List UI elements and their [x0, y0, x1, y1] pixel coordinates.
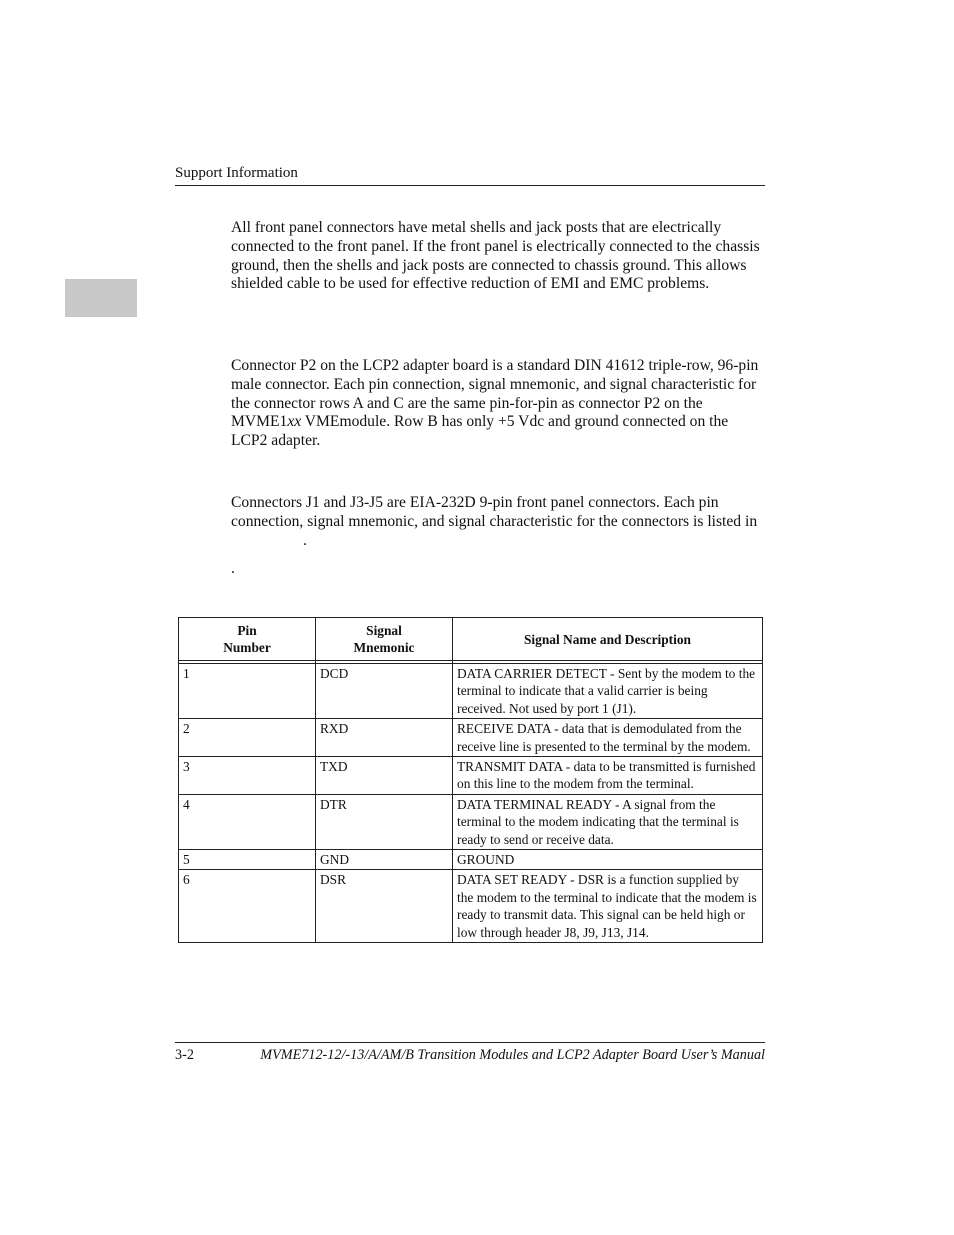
paragraph-front-panel-connectors: All front panel connectors have metal shells and jack posts that are electrically connected to the front panel. If the front panel is electrically connected to the chassis ground, then the shells and jack posts are connected to chassis ground. This allows shielded cable to be used for effective reduction of EMI and EMC problems.: [231, 219, 760, 293]
header-pin-number: [179, 618, 316, 661]
manual-title: MVME712-12/-13/A/AM/B Transition Modules and LCP2 Adapter Board User’s Manual: [260, 1047, 765, 1063]
p2-text-end: VMEmodule. Row B has only +5 Vdc and ground connected on the LCP2 adapter.: [231, 413, 729, 450]
cell-description: DATA SET READY - DSR is a function supplied by the modem to the terminal to indicate that the modem is ready to transmit data. This signal can be held high or low through header J8, J9, J13, J14.: [453, 870, 763, 943]
section-title: Support Information: [175, 165, 298, 181]
table-row: [179, 794, 763, 849]
table-row: [179, 870, 763, 943]
cell-pin: 3: [179, 757, 316, 795]
header-mnemonic-line2: Mnemonic: [353, 640, 415, 655]
page-number: 3-2: [175, 1047, 194, 1063]
cell-mnemonic: DTR: [316, 794, 453, 849]
header-pin-line2: Number: [223, 640, 271, 655]
table-row: [179, 757, 763, 795]
p3-text-end: .: [303, 531, 307, 549]
pin-assignment-table: [178, 617, 763, 943]
cell-mnemonic: TXD: [316, 757, 453, 795]
cell-pin: 4: [179, 794, 316, 849]
cell-mnemonic: RXD: [316, 719, 453, 757]
cell-pin: 6: [179, 870, 316, 943]
cell-description: GROUND: [453, 850, 763, 870]
cell-description: RECEIVE DATA - data that is demodulated from the receive line is presented to the terminal by the modem.: [453, 719, 763, 757]
table-row: [179, 664, 763, 719]
table-header-row: [179, 618, 763, 661]
header-mnemonic-line1: Signal: [366, 623, 402, 638]
cell-pin: 5: [179, 850, 316, 870]
running-header: [175, 163, 765, 186]
p3-text-start: Connectors J1 and J3-J5 are EIA-232D 9-pin front panel connectors. Each pin connection, signal mnemonic, and signal characteristic for the connectors is listed in: [231, 494, 758, 530]
table-row: [179, 719, 763, 757]
table-row: [179, 850, 763, 870]
header-signal-mnemonic: [316, 618, 453, 661]
page-footer: [175, 1042, 765, 1063]
paragraph-connector-p2: [231, 357, 765, 451]
cell-description: DATA CARRIER DETECT - Sent by the modem to the terminal to indicate that a valid carrier is being received. Not used by port 1 (J1).: [453, 664, 763, 719]
cell-description: DATA TERMINAL READY - A signal from the terminal to the modem indicating that the terminal is ready to send or receive data.: [453, 794, 763, 849]
cell-pin: 1: [179, 664, 316, 719]
cell-mnemonic: GND: [316, 850, 453, 870]
cell-pin: 2: [179, 719, 316, 757]
cell-description: TRANSMIT DATA - data to be transmitted is furnished on this line to the modem from the terminal.: [453, 757, 763, 795]
header-pin-line1: Pin: [237, 623, 257, 638]
p2-text-start: Connector P2 on the LCP2 adapter board is a standard DIN 41612 triple-row, 96-pin male connector. Each pin connection, signal mnemonic, and signal characteristic for the connector rows A and C are the same pin-for-pin as connector P2 on the MVME1: [231, 357, 759, 431]
chapter-thumb-tab: [65, 279, 137, 317]
table-caption: .: [231, 560, 235, 577]
header-signal-description: Signal Name and Description: [453, 618, 763, 661]
p2-text-italic: xx: [287, 413, 302, 431]
cell-mnemonic: DCD: [316, 664, 453, 719]
cell-mnemonic: DSR: [316, 870, 453, 943]
paragraph-connectors-j1-j5: [231, 494, 765, 550]
